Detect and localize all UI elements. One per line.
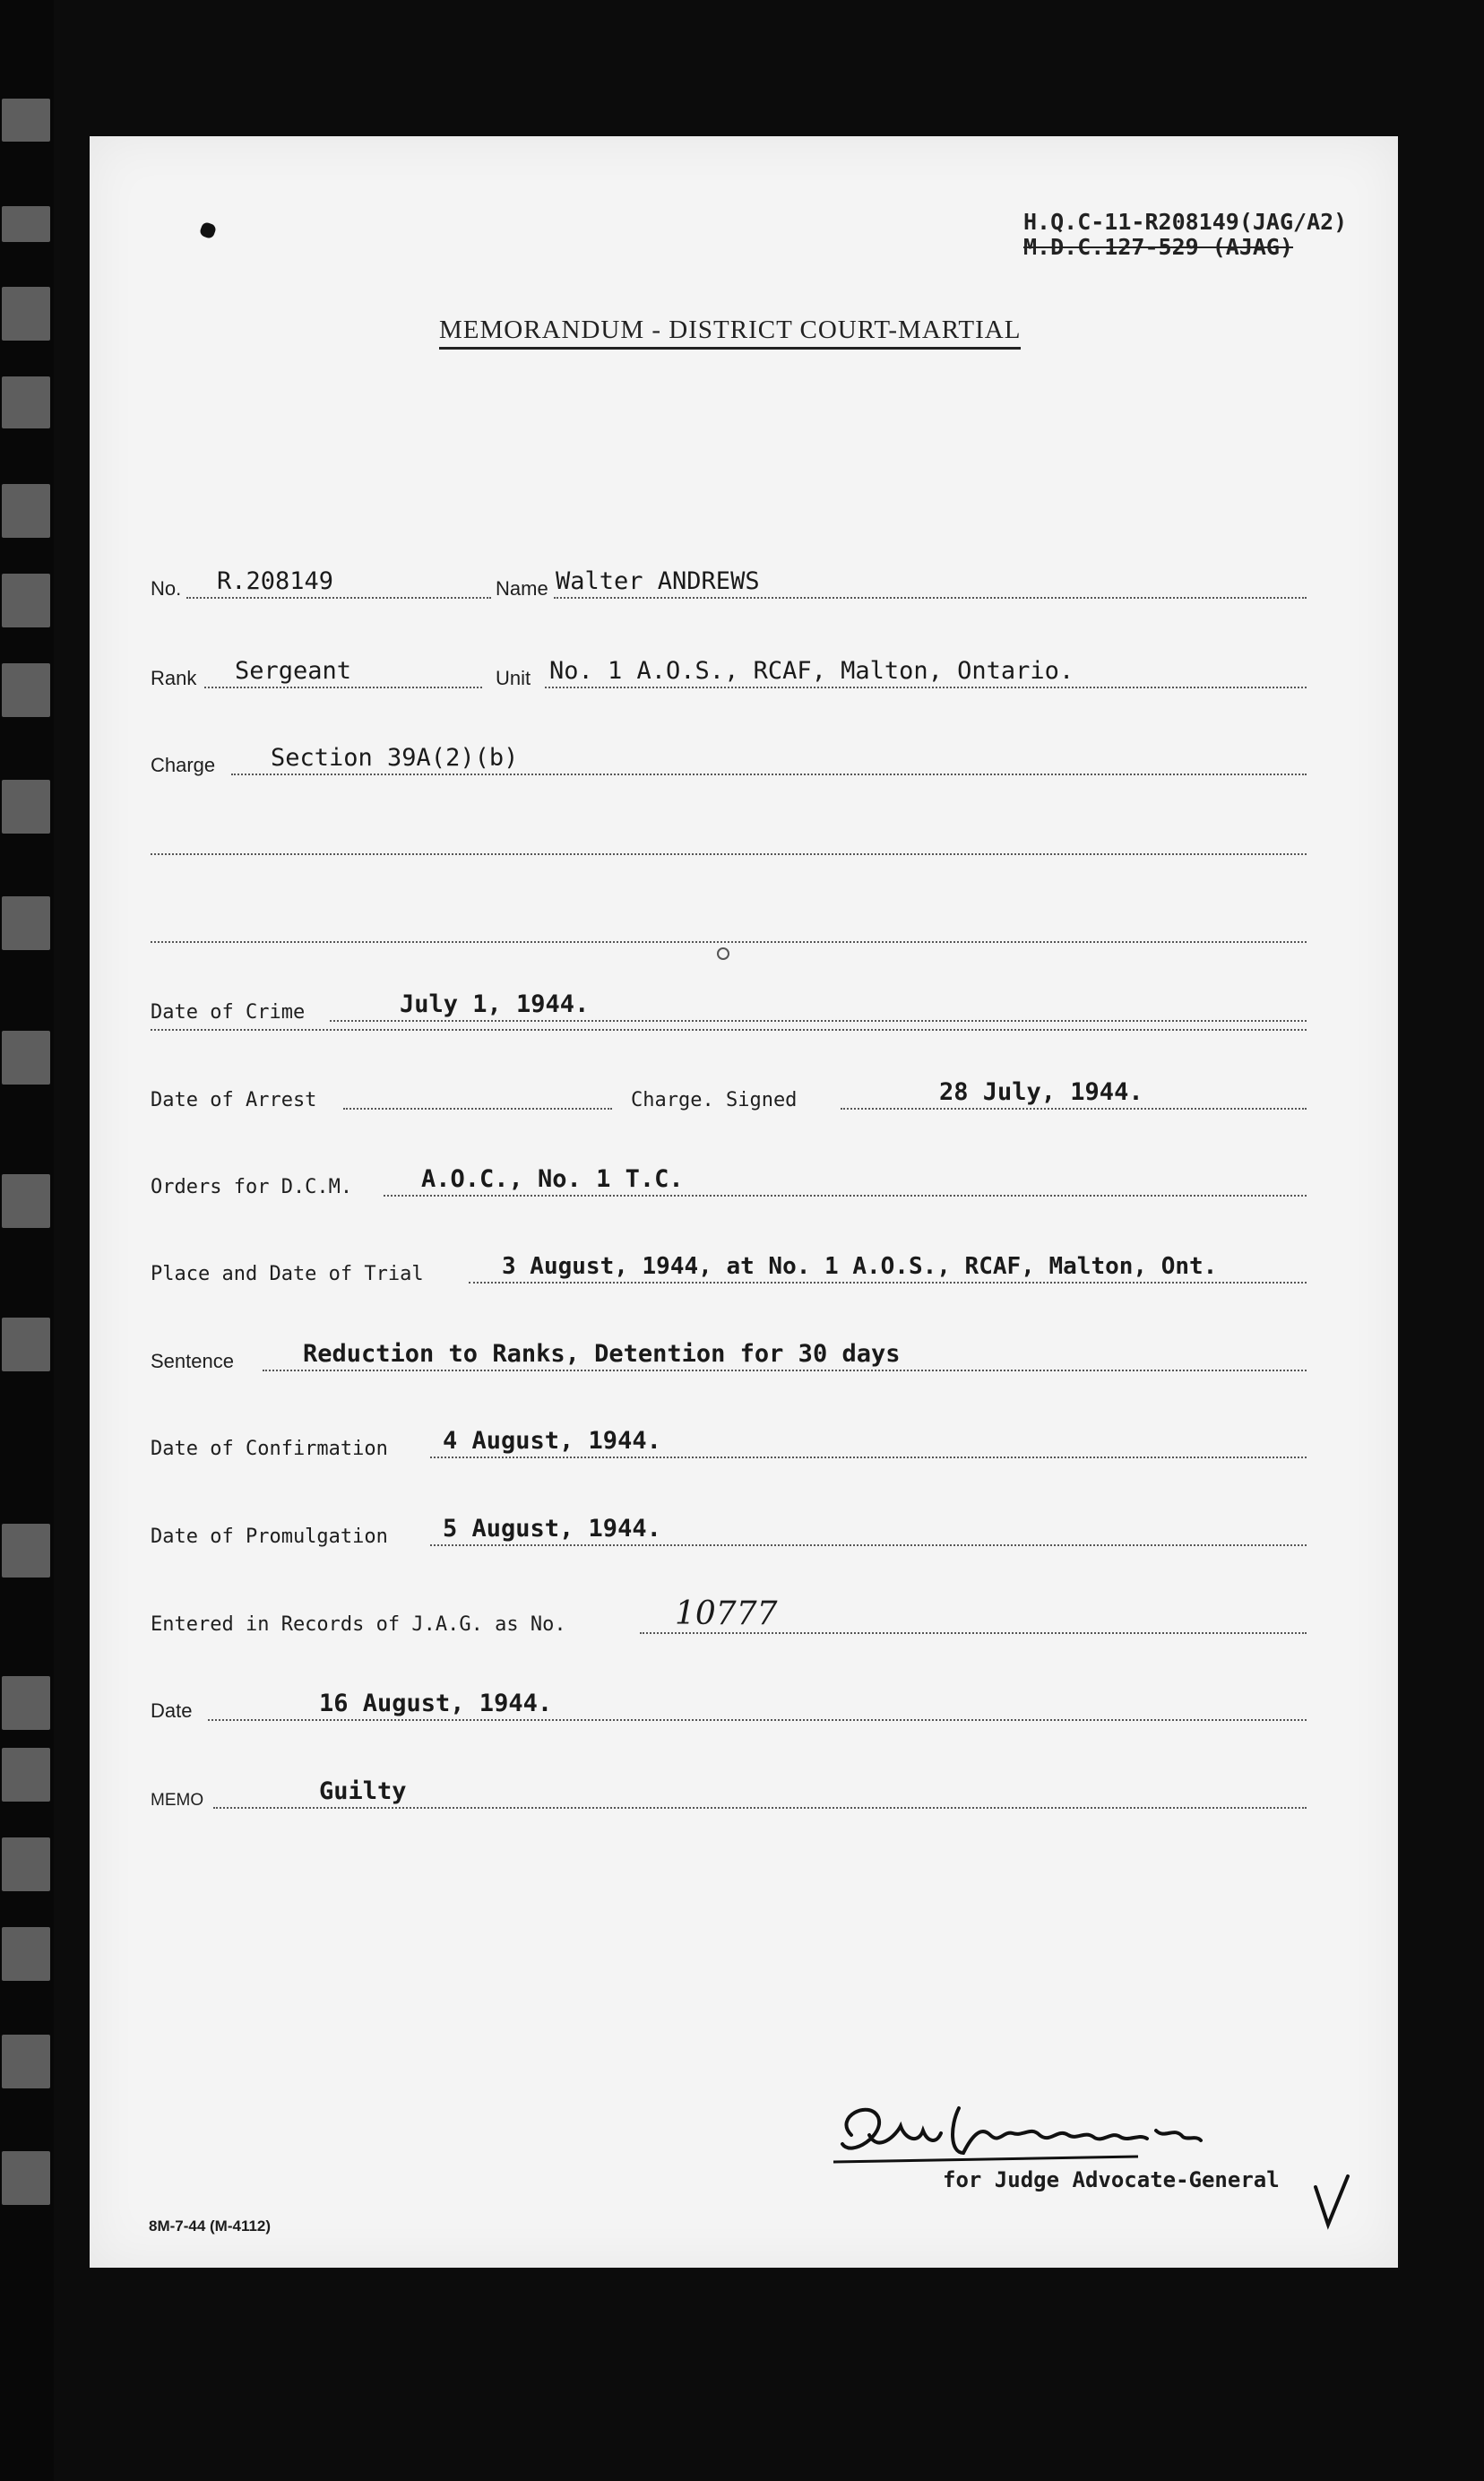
sprocket-hole [2, 896, 50, 950]
reference-numbers [1023, 210, 1347, 260]
service-number: R.208149 [217, 567, 334, 595]
date-of-crime-value: July 1, 1944. [400, 990, 590, 1018]
blank-charge-line [151, 853, 1307, 855]
sprocket-hole [2, 663, 50, 717]
charge-label: Charge [151, 754, 216, 776]
dotted-line [213, 1807, 1307, 1809]
sprocket-hole [2, 1524, 50, 1578]
sprocket-hole [2, 780, 50, 834]
entered-label: Entered in Records of J.A.G. as No. [151, 1613, 566, 1636]
rank-label: Rank [151, 667, 197, 689]
paper-mark [717, 947, 729, 960]
name-value: Walter ANDREWS [556, 567, 760, 595]
dotted-line [204, 687, 482, 688]
dotted-line [330, 1020, 1307, 1022]
sprocket-hole [2, 484, 50, 538]
dotted-line [545, 687, 1307, 688]
sprocket-hole [2, 2151, 50, 2205]
arrest-charge-row [151, 1076, 1307, 1111]
charge-row [151, 741, 1307, 777]
charge-signed-label: Charge. Signed [631, 1089, 798, 1111]
sprocket-hole [2, 287, 50, 341]
charge-signed-value: 28 July, 1944. [939, 1078, 1143, 1106]
sprocket-hole [2, 1031, 50, 1085]
signature [815, 2081, 1210, 2180]
date-of-crime-label: Date of Crime [151, 1001, 306, 1024]
sentence-label: Sentence [151, 1350, 234, 1372]
trial-row [151, 1249, 1307, 1285]
sprocket-hole [2, 1174, 50, 1228]
film-strip-border [0, 0, 54, 2481]
sprocket-hole [2, 376, 50, 428]
entered-value: 10777 [675, 1595, 778, 1632]
dotted-line [430, 1457, 1307, 1458]
date-row [151, 1687, 1307, 1723]
name-label: Name [496, 577, 548, 600]
date-of-crime-row [151, 988, 1307, 1024]
charge-value: Section 39A(2)(b) [271, 744, 519, 772]
promulgation-value: 5 August, 1944. [443, 1515, 661, 1543]
form-number: 8M-7-44 (M-4112) [149, 2217, 272, 2235]
memo-value: Guilty [319, 1777, 407, 1805]
dotted-line [263, 1370, 1307, 1371]
dotted-line [186, 597, 491, 599]
orders-value: A.O.C., No. 1 T.C. [421, 1165, 684, 1193]
sprocket-hole [2, 574, 50, 627]
dotted-line [554, 597, 1307, 599]
sprocket-hole [2, 2035, 50, 2088]
promulgation-row [151, 1512, 1307, 1548]
sentence-row [151, 1337, 1307, 1373]
dotted-line [640, 1632, 1307, 1634]
date-label: Date [151, 1699, 193, 1722]
sprocket-hole [2, 206, 50, 242]
sprocket-hole [2, 1927, 50, 1981]
dotted-line [208, 1719, 1307, 1721]
blank-charge-line [151, 1029, 1307, 1031]
promulgation-label: Date of Promulgation [151, 1526, 388, 1548]
page-title: MEMORANDUM - DISTRICT COURT-MARTIAL [439, 316, 1021, 350]
unit-label: Unit [496, 667, 531, 689]
sprocket-hole [2, 1318, 50, 1371]
ink-spot [199, 221, 218, 240]
memo-label: MEMO [151, 1791, 204, 1810]
rank-value: Sergeant [235, 657, 352, 685]
dotted-line [343, 1108, 612, 1110]
trial-label: Place and Date of Trial [151, 1263, 424, 1285]
md-reference: M.D.C.127-529 (AJAG) [1023, 234, 1294, 260]
dotted-line [231, 774, 1307, 775]
date-of-arrest-label: Date of Arrest [151, 1089, 317, 1111]
entered-row [151, 1595, 1307, 1636]
hq-reference: H.Q.C-11-R208149(JAG/A2) [1023, 209, 1348, 235]
trial-value: 3 August, 1944, at No. 1 A.O.S., RCAF, Malton, Ont. [502, 1253, 1218, 1280]
sprocket-hole [2, 1676, 50, 1730]
confirmation-row [151, 1424, 1307, 1460]
sentence-value: Reduction to Ranks, Detention for 30 days [303, 1340, 901, 1368]
dotted-line [384, 1195, 1307, 1197]
sprocket-hole [2, 1837, 50, 1891]
date-value: 16 August, 1944. [319, 1690, 553, 1717]
blank-charge-line [151, 941, 1307, 943]
dotted-line [841, 1108, 1307, 1110]
dotted-line [469, 1282, 1307, 1284]
number-label: No. [151, 577, 182, 600]
signature-caption: for Judge Advocate-General [943, 2167, 1280, 2192]
confirmation-label: Date of Confirmation [151, 1438, 388, 1460]
dotted-line [430, 1544, 1307, 1546]
confirmation-value: 4 August, 1944. [443, 1427, 661, 1455]
memorandum-page [90, 136, 1398, 2268]
memo-row [151, 1775, 1307, 1811]
orders-row [151, 1163, 1307, 1198]
unit-value: No. 1 A.O.S., RCAF, Malton, Ontario. [549, 657, 1074, 685]
number-name-row [151, 565, 1307, 601]
sprocket-hole [2, 99, 50, 142]
check-mark [1308, 2169, 1353, 2232]
orders-label: Orders for D.C.M. [151, 1176, 353, 1198]
sprocket-hole [2, 1748, 50, 1802]
rank-unit-row [151, 654, 1307, 690]
